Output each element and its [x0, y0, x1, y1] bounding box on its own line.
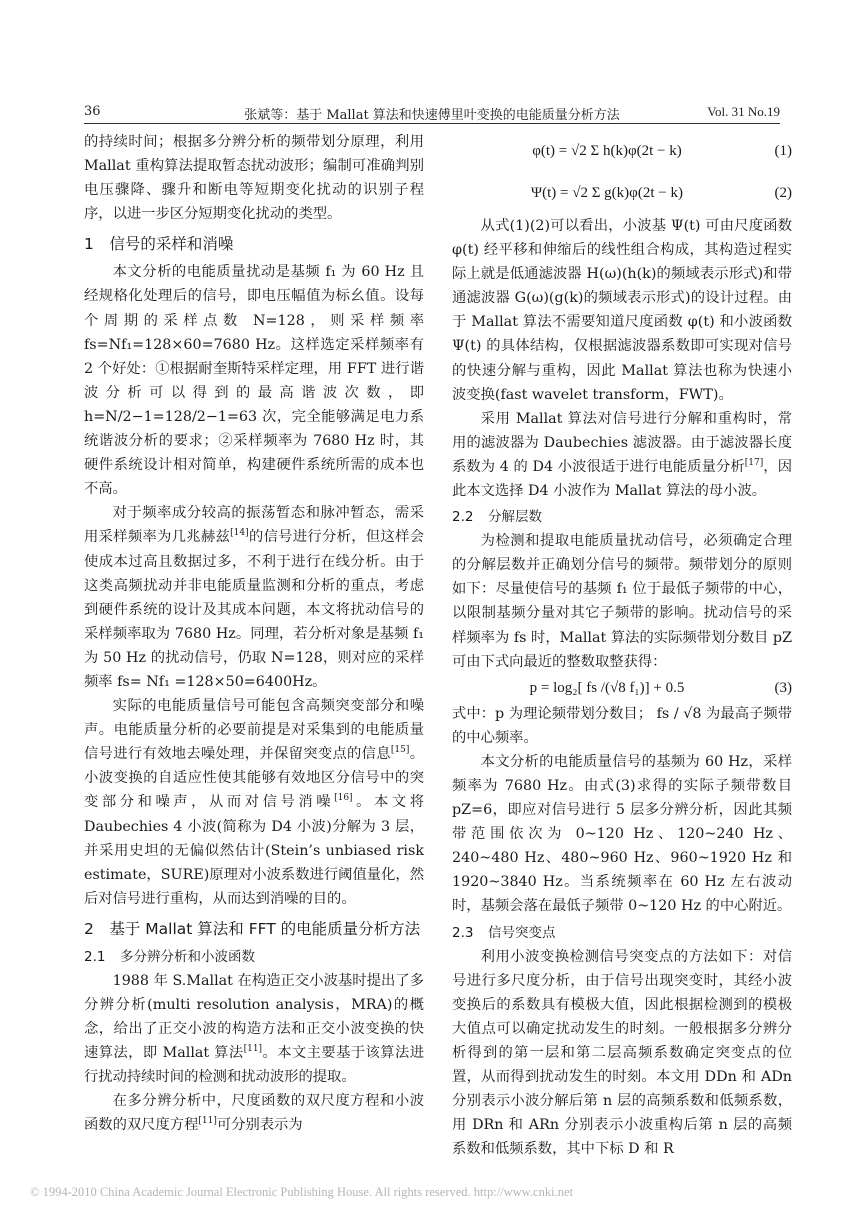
equation-1-expression: φ(t) = √2 Σ h(k)φ(2t − k)	[532, 142, 682, 159]
section-2-2-where-clause: 式中：p 为理论频带划分数目； fs / √8 为最高子频带的中心频率。	[452, 705, 792, 746]
equation-3-number: (3)	[774, 679, 792, 696]
running-header	[84, 104, 780, 124]
citation: [16]	[334, 793, 353, 804]
section-2-1-paragraph-2: 在多分辨分析中，尺度函数的双尺度方程和小波函数的双尺度方程[11]可分别表示为	[84, 1093, 424, 1134]
header-rule	[84, 123, 780, 124]
wavelet-basis-paragraph: 从式(1)(2)可以看出，小波基 Ψ(t) 可由尺度函数 φ(t) 经平移和伸缩后的线性组合构成，其构造过程实际上就是低通滤波器 H(ω)(h(k)的频域表示形式)和带通滤波器 G(ω)(g(k)的频域表示形式)的设计过程。由于 Mallat 算法不需要知道尺度函数 φ(t) 和小波函数 Ψ(t) 的具体结构，仅根据滤波器系数即可实现对信号的快速分解与重构，因此 Mallat 算法也称为快速小波变换(fast wavelet transform，FWT)。	[452, 218, 792, 403]
copyright-footer: © 1994-2010 China Academic Journal Electronic Publishing House. All rights reserved. http://www.cnki.net	[30, 1185, 573, 1199]
equation-2	[452, 172, 792, 214]
section-2-2-paragraph-1: 为检测和提取电能质量扰动信号，必须确定合理的分解层数并正确划分信号的频带。频带划分的原则如下：尽量使信号的基频 f₁ 位于最低子频带的中心，以限制基频分量对其它子频带的影响。扰动信号的采样频率为 fs 时，Mallat 算法的实际频带划分数目 pZ 可由下式向最近的整数取整获得：	[452, 533, 792, 670]
citation: [11]	[243, 1044, 263, 1055]
running-title: 张斌等：基于 Mallat 算法和快速傅里叶变换的电能质量分析方法	[244, 108, 620, 123]
page-number: 36	[84, 104, 101, 119]
equation-1	[452, 130, 792, 172]
equation-2-number: (2)	[774, 184, 792, 201]
equation-2-expression: Ψ(t) = √2 Σ g(k)φ(2t − k)	[531, 184, 683, 201]
left-column	[84, 130, 424, 1138]
citation: [17]	[744, 458, 764, 469]
section-2-2-heading: 2.2 分解层数	[452, 509, 542, 526]
citation: [11]	[198, 1116, 217, 1127]
right-column	[452, 130, 792, 1161]
equation-1-number: (1)	[774, 142, 792, 159]
equation-3-expression: p = log₂[ fs /(√8 f₁)] + 0.5	[529, 679, 685, 696]
intro-paragraph: 的持续时间；根据多分辨分析的频带划分原理，利用 Mallat 重构算法提取暂态扰动波形；编制可准确判别电压骤降、骤升和断电等短期变化扰动的识别子程序，以进一步区分短期变化扰动的类型。	[84, 134, 424, 223]
section-2-heading: 2 基于 Mallat 算法和 FFT 的电能质量分析方法	[84, 919, 421, 938]
section-2-2-paragraph-2: 本文分析的电能质量信号的基频为 60 Hz，采样频率为 7680 Hz。由式(3)求得的实际子频带数目 pZ=6，即应对信号进行 5 层多分辨分析，因此其频带范围依次为 0~120 Hz、120~240 Hz、240~480 Hz、480~960 Hz、960~1920 Hz 和 1920~3840 Hz。当系统频率在 60 Hz 左右波动时，基频会落在最低子频带 0~120 Hz 的中心附近。	[452, 753, 792, 915]
section-2-3-heading: 2.3 信号突变点	[452, 924, 556, 941]
section-1-paragraph-1: 本文分析的电能质量扰动是基频 f₁ 为 60 Hz 且经规格化处理后的信号，即电压幅值为标幺值。设每个周期的采样点数 N=128，则采样频率 fs=Nf₁=128×60=7680 Hz。这样选定采样频率有 2 个好处：①根据耐奎斯特采样定理，用 FFT 进行谐波分析可以得到的最高谐波次数，即 h=N/2−1=128/2−1=63 次，完全能够满足电力系统谐波分析的要求；②采样频率为 7680 Hz 时，其硬件系统设计相对简单，构建硬件系统所需的成本也不高。	[84, 264, 424, 498]
section-1-heading: 1 信号的采样和消噪	[84, 235, 234, 254]
volume-issue: Vol. 31 No.19	[707, 104, 780, 119]
section-1-paragraph-2: 对于频率成分较高的振荡暂态和脉冲暂态，需采用采样频率为几兆赫兹[14]的信号进行分析，但这样会使成本过高且数据过多，不利于进行在线分析。由于这类高频扰动并非电能质量监测和分析的重点，考虑到硬件系统的设计及其成本问题，本文将扰动信号的采样频率取为 7680 Hz。同理，若分析对象是基频 f₁ 为 50 Hz 的扰动信号，仍取 N=128，则对应的采样频率 fs= Nf₁ =128×50=6400Hz。	[84, 505, 425, 690]
section-1-paragraph-3: 实际的电能质量信号可能包含高频突变部分和噪声。电能质量分析的必要前提是对采集到的电能质量信号进行有效地去噪处理，并保留突变点的信息[15]。小波变换的自适应性使其能够有效地区分信号中的突变部分和噪声，从而对信号消噪[16]。本文将 Daubechies 4 小波(简称为 D4 小波)分解为 3 层，并采用史坦的无偏似然估计(Stein’s unbiased risk estimate，SURE)原理对小波系数进行阈值量化，然后对信号进行重构，从而达到消噪的目的。	[84, 698, 425, 907]
section-2-1-paragraph-1: 1988 年 S.Mallat 在构造正交小波基时提出了多分辨分析(multi resolution analysis，MRA)的概念，给出了正交小波的构造方法和正交小波变换的快速算法，即 Mallat 算法[11]。本文主要基于该算法进行扰动持续时间的检测和扰动波形的提取。	[84, 972, 425, 1086]
citation: [15]	[390, 745, 410, 756]
section-2-3-paragraph-1: 利用小波变换检测信号突变点的方法如下：对信号进行多尺度分析，由于信号出现突变时，其经小波变换后的系数具有模极大值，因此根据检测到的模极大值点可以确定扰动发生的时刻。一般根据多分辨分析得到的第一层和第二层高频系数确定突变点的位置，从而得到扰动发生的时刻。本文用 DDn 和 ADn 分别表示小波分解后第 n 层的高频系数和低频系数，用 DRn 和 ARn 分别表示小波重构后第 n 层的高频系数和低频系数，其中下标 D 和 R	[452, 948, 792, 1158]
section-2-1-heading: 2.1 多分辨分析和小波函数	[84, 948, 255, 965]
equation-3	[452, 674, 792, 702]
filter-paragraph: 采用 Mallat 算法对信号进行分解和重构时，常用的滤波器为 Daubechies 滤波器。由于滤波器长度系数为 4 的 D4 小波很适于进行电能质量分析[17]，因此本文选择 D4 小波作为 Mallat 算法的母小波。	[452, 410, 792, 500]
citation: [14]	[230, 528, 249, 539]
